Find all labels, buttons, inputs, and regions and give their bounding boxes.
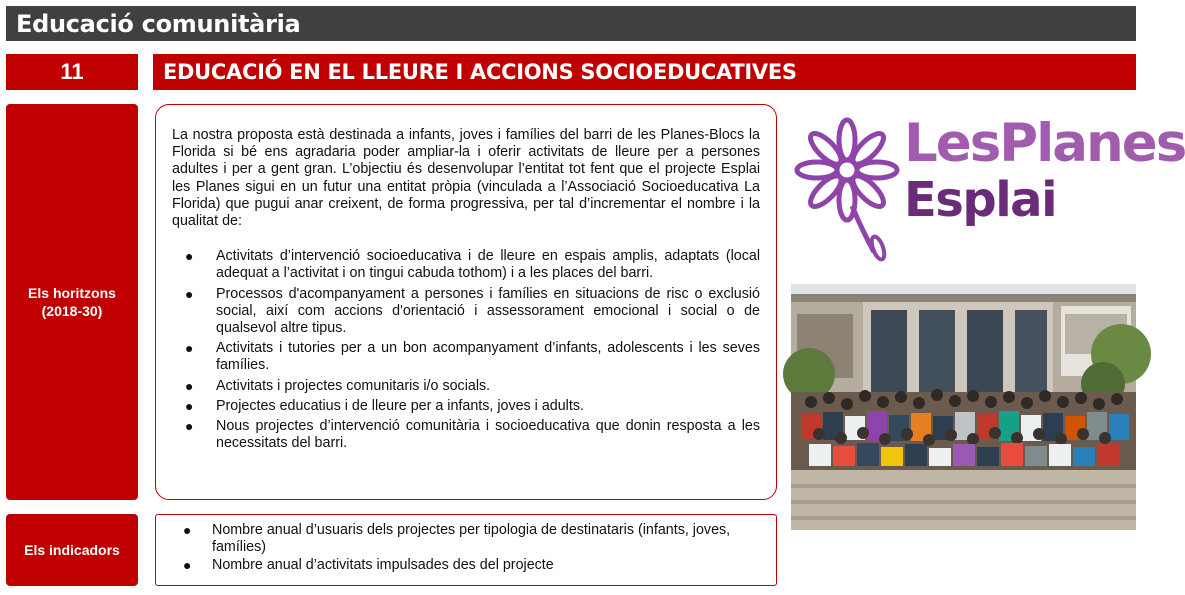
daisy-flower-icon xyxy=(792,112,902,262)
page-title: Educació comunitària xyxy=(16,10,301,38)
list-item xyxy=(166,557,766,574)
top-bar xyxy=(6,6,1136,41)
section-number: 11 xyxy=(6,54,138,90)
list-item xyxy=(172,418,760,452)
bullet-icon: ● xyxy=(185,248,194,265)
horitzons-intro: La nostra proposta està destinada a infants, joves i famílies del barri de les Planes-Blocs la Florida si bé ens agradaria poder ampliar-la i oferir activitats de lleure per a persones adultes i per a gent gran. L’objectiu és desenvolupar l’entitat tot fent que el projecte Esplai les Planes sigui en un futur una entitat pròpia (vinculada a l’Associació Socioeducativa La Florida) que pugui anar creixent, de forma progressiva, per tal d’incrementar el nombre i la qualitat de: xyxy=(172,127,760,230)
indicadors-label xyxy=(6,514,138,586)
horitzons-list xyxy=(172,248,760,452)
section-title: EDUCACIÓ EN EL LLEURE I ACCIONS SOCIOEDUCATIVES xyxy=(153,54,1136,90)
indicadors-list xyxy=(166,522,766,574)
list-item-text: Nombre anual d’activitats impulsades des del projecte xyxy=(212,557,554,573)
list-item xyxy=(172,286,760,338)
list-item xyxy=(172,248,760,282)
list-item-text: Activitats i tutories per a un bon acompanyament d’infants, adolescents i les seves famílies. xyxy=(216,340,760,374)
bullet-icon: ● xyxy=(185,285,194,302)
list-item xyxy=(172,378,760,395)
logo-text-esplai: Esplai xyxy=(904,172,1057,228)
horitzons-label xyxy=(6,104,138,500)
logo-text-lesplanes: LesPlanes xyxy=(904,113,1185,174)
bullet-icon: ● xyxy=(185,418,194,435)
list-item-text: Processos d'acompanyament a persones i famílies en situacions de risc o exclusió social, així com accions d'orientació i assessorament emocional i social o de qualsevol altre tipus. xyxy=(216,285,760,337)
list-item-text: Nous projectes d’intervenció comunitària i socioeducativa que donin resposta a les necessitats del barri. xyxy=(216,418,760,452)
list-item xyxy=(166,522,766,555)
list-item-text: Nombre anual d’usuaris dels projectes per tipologia de destinataris (infants, joves, famílies) xyxy=(212,522,731,555)
horitzons-label-text: Els horitzons (2018-30) xyxy=(28,285,116,319)
indicadors-content xyxy=(155,514,777,586)
list-item xyxy=(172,398,760,415)
horitzons-content xyxy=(155,104,777,500)
bullet-icon: ● xyxy=(185,377,194,394)
indicadors-label-text: Els indicadors xyxy=(24,542,120,558)
bullet-icon: ● xyxy=(185,340,194,357)
group-photo xyxy=(791,284,1136,530)
list-item-text: Activitats i projectes comunitaris i/o socials. xyxy=(216,377,491,394)
list-item xyxy=(172,340,760,374)
bullet-icon: ● xyxy=(183,557,192,573)
list-item-text: Projectes educatius i de lleure per a infants, joves i adults. xyxy=(216,397,584,414)
group-photo-illustration xyxy=(791,284,1136,530)
bullet-icon: ● xyxy=(185,397,194,414)
list-item-text: Activitats d’intervenció socioeducativa i de lleure en espais amplis, adaptats (local adequat a l’activitat i on tingui cabuda tothom) i a les places del barri. xyxy=(216,248,760,282)
bullet-icon: ● xyxy=(183,522,192,538)
esplai-logo xyxy=(790,108,1185,262)
